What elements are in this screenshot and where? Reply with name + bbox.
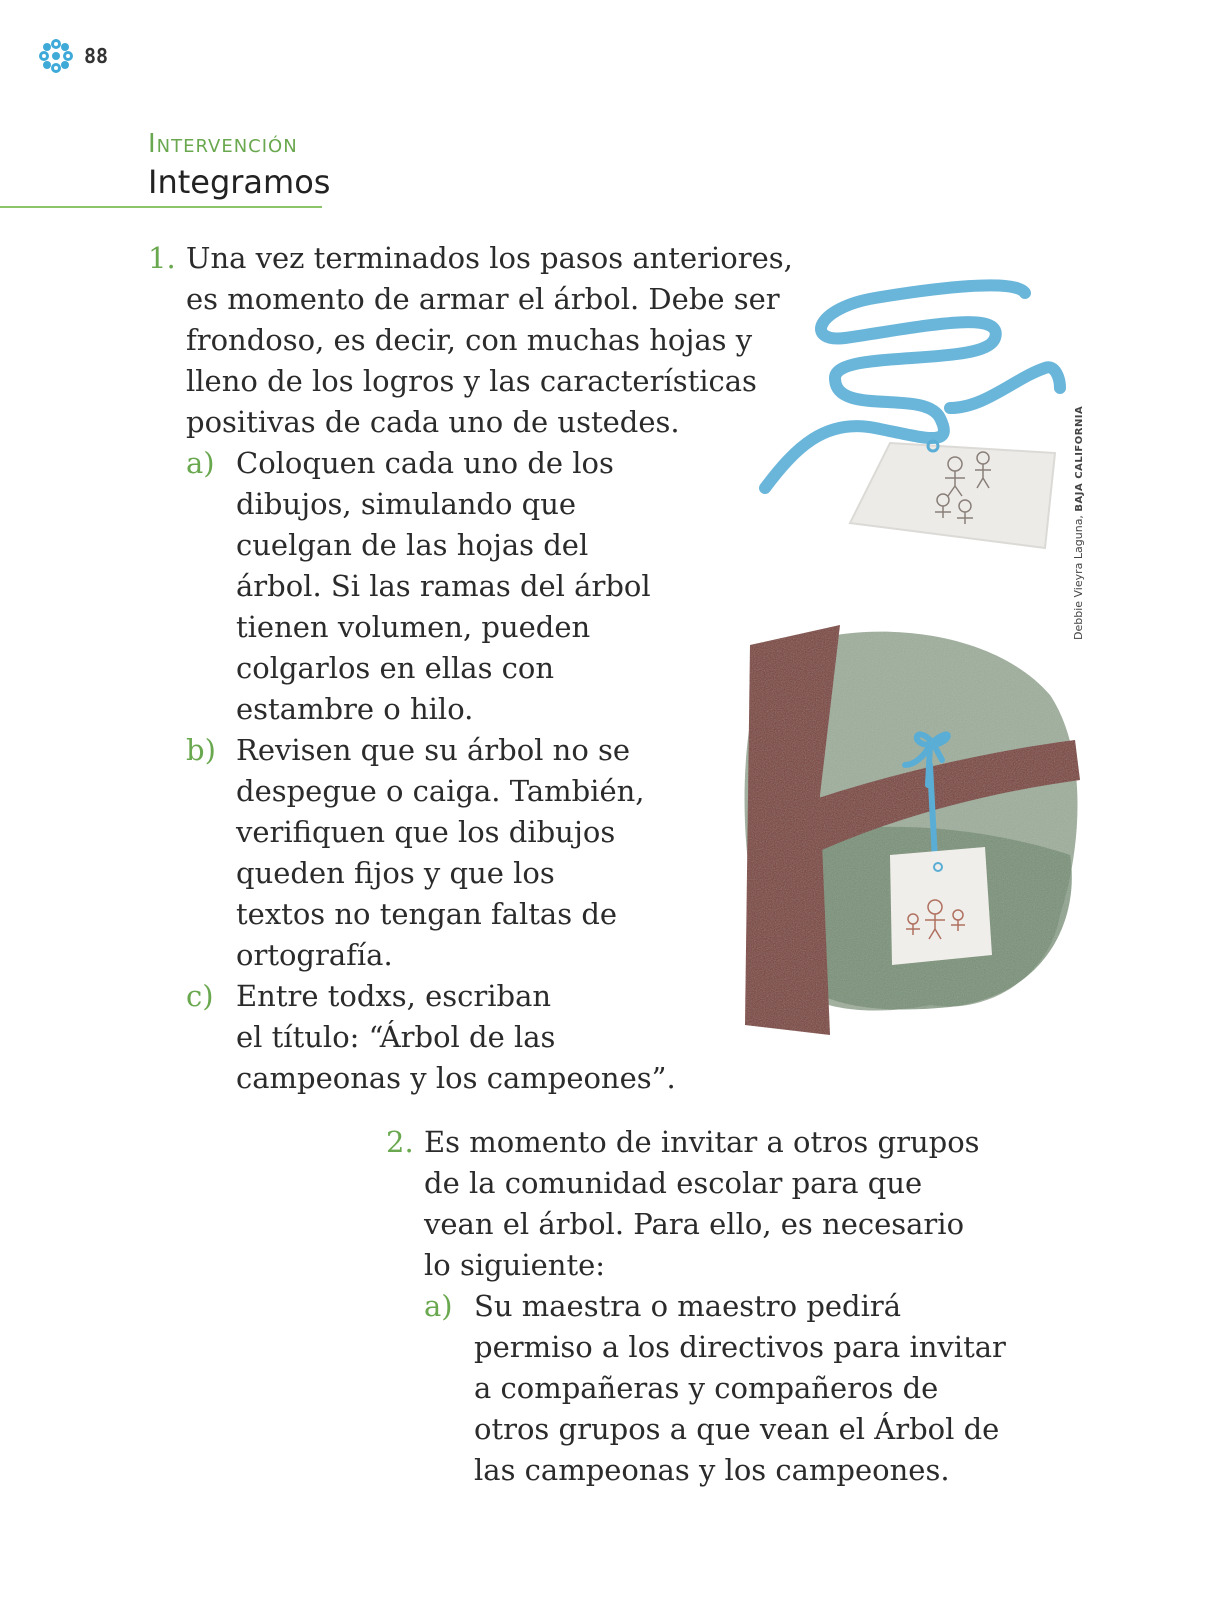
item-number: 2. [386,1125,414,1159]
subitem-line: árbol. Si las ramas del árbol [236,569,651,603]
credit-place: BAJA CALIFORNIA [1074,405,1085,512]
tree-branch-illustration [730,615,1090,1035]
page-header [38,38,108,74]
subitem-line: Su maestra o maestro pedirá [474,1289,902,1323]
subitem-line: Revisen que su árbol no se [236,733,631,767]
subitem-line: otros grupos a que vean el Árbol de [474,1412,1000,1446]
item-line: lo siguiente: [424,1248,606,1282]
subitem-line: verifiquen que los dibujos [236,815,616,849]
subitem-letter: b) [186,733,216,767]
subitem-line: permiso a los directivos para invitar [474,1330,1006,1364]
subitem-line: las campeonas y los campeones. [474,1453,950,1487]
snowflake-flower-icon [38,38,74,74]
ribbon-tag-illustration [755,268,1085,558]
item-line: es momento de armar el árbol. Debe ser [186,282,780,316]
section-title: Integramos [148,163,331,201]
subitem-line: el título: “Árbol de las [236,1020,556,1054]
item-line: frondoso, es decir, con muchas hojas y [186,323,753,357]
subitem-a [424,1286,1086,1491]
subitem-line: a compañeras y compañeros de [474,1371,939,1405]
subitem-line: textos no tengan faltas de [236,897,618,931]
illustration-credit [1072,406,1085,640]
subitem-line: Entre todxs, escriban [236,979,552,1013]
paper-tag [850,443,1055,548]
subitem-line: Coloquen cada uno de los [236,446,614,480]
section-divider [0,206,322,208]
subitem-line: estambre o hilo. [236,692,474,726]
credit-author: Debbie Vieyra Laguna, [1072,511,1085,640]
item-line: lleno de los logros y las características [186,364,757,398]
page-number: 88 [84,44,109,68]
subitem-line: queden fijos y que los [236,856,555,890]
item-line: de la comunidad escolar para que [424,1166,923,1200]
item-number: 1. [148,241,176,275]
item-line: Es momento de invitar a otros grupos [424,1125,980,1159]
subitem-line: tienen volumen, pueden [236,610,591,644]
item-line: vean el árbol. Para ello, es necesario [424,1207,965,1241]
subitem-line: despegue o caiga. También, [236,774,645,808]
section-label: Intervención [148,129,298,159]
subitem-letter: a) [424,1289,453,1323]
subitem-line: campeonas y los campeones”. [236,1061,676,1095]
subitem-line: cuelgan de las hojas del [236,528,589,562]
subitem-letter: c) [186,979,214,1013]
item-line: Una vez terminados los pasos anteriores, [186,241,793,275]
item-line: positivas de cada uno de ustedes. [186,405,680,439]
section-header [0,128,331,208]
subitem-line: dibujos, simulando que [236,487,577,521]
subitem-line: colgarlos en ellas con [236,651,555,685]
activity-item-2 [386,1122,1086,1491]
subitem-line: ortografía. [236,938,393,972]
subitem-letter: a) [186,446,215,480]
